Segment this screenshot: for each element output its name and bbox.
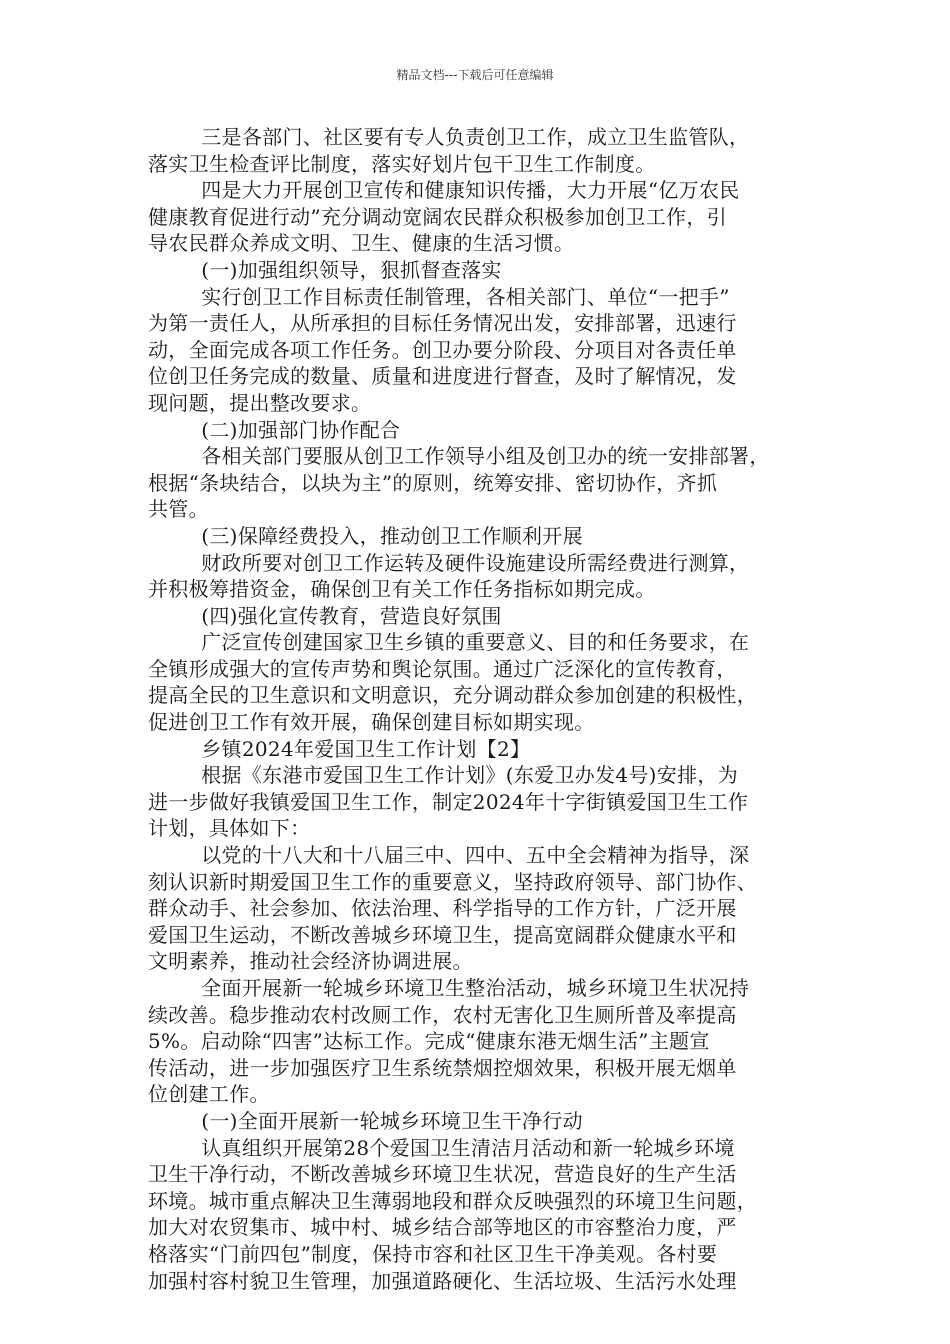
text-line: 刻认识新时期爱国卫生工作的重要意义，坚持政府领导、部门协作、: [148, 869, 757, 894]
text-line: 各相关部门要服从创卫工作领导小组及创卫办的统一安排部署，: [148, 444, 770, 469]
text-line: 动，全面完成各项工作任务。创卫办要分阶段、分项目对各责任单: [148, 337, 737, 362]
text-line: 提高全民的卫生意识和文明意识，充分调动群众参加创建的积极性，: [148, 683, 757, 708]
text-line: 全面开展新一轮城乡环境卫生整治活动，城乡环境卫生状况持: [148, 976, 750, 1000]
text-line: 计划，具体如下：: [148, 816, 311, 841]
text-line: 广泛宣传创建国家卫生乡镇的重要意义、目的和任务要求，在: [148, 630, 750, 655]
text-line: 现问题，提出整改要求。: [148, 390, 372, 415]
text-line: 以党的十八大和十八届三中、四中、五中全会精神为指导，深: [148, 843, 750, 868]
text-line: 根据“条块结合，以块为主”的原则，统筹安排、密切协作，齐抓: [148, 470, 718, 495]
text-line: 落实卫生检查评比制度，落实好划片包干卫生工作制度。: [148, 151, 656, 176]
text-line: 卫生干净行动，不断改善城乡环境卫生状况，营造良好的生产生活: [148, 1162, 737, 1187]
text-line: 格落实“门前四包”制度，保持市容和社区卫生干净美观。各村要: [148, 1241, 718, 1266]
text-line: 位创卫任务完成的数量、质量和进度进行督查，及时了解情况，发: [148, 364, 737, 389]
text-line: 促进创卫工作有效开展，确保创建目标如期实现。: [148, 710, 595, 735]
text-line: 文明素养，推动社会经济协调进展。: [148, 949, 473, 974]
text-line: 健康教育促进行动”充分调动宽阔农民群众积极参加创卫工作，引: [148, 204, 727, 229]
text-line: 5%。启动除“四害”达标工作。完成“健康东港无烟生活”主题宣: [148, 1029, 710, 1054]
text-line: (一)加强组织领导，狠抓督查落实: [148, 257, 502, 282]
text-line: 加大对农贸集市、城中村、城乡结合部等地区的市容整治力度，严: [148, 1215, 737, 1240]
text-line: 加强村容村貌卫生管理，加强道路硬化、生活垃圾、生活污水处理: [148, 1268, 737, 1293]
text-line: 环境。城市重点解决卫生薄弱地段和群众反映强烈的环境卫生问题，: [148, 1188, 757, 1213]
text-line: 三是各部门、社区要有专人负责创卫工作，成立卫生监管队，: [148, 125, 750, 149]
text-line: (四)强化宣传教育，营造良好氛围: [148, 603, 502, 628]
text-line: 爱国卫生运动，不断改善城乡环境卫生，提高宽阔群众健康水平和: [148, 922, 737, 947]
document-body: [148, 124, 813, 1294]
text-line: 为第一责任人，从所承担的目标任务情况出发，安排部署，迅速行: [148, 311, 737, 336]
text-line: 财政所要对创卫工作运转及硬件设施建设所需经费进行测算，: [148, 550, 750, 575]
text-line: (一)全面开展新一轮城乡环境卫生干净行动: [148, 1108, 583, 1133]
text-line: (三)保障经费投入，推动创卫工作顺利开展: [148, 523, 583, 548]
page-header: 精品文档---下载后可任意编辑: [396, 68, 554, 82]
text-line: 群众动手、社会参加、依法治理、科学指导的工作方针，广泛开展: [148, 896, 737, 921]
text-line: 全镇形成强大的宣传声势和舆论氛围。通过广泛深化的宣传教育，: [148, 656, 737, 681]
text-line: 传活动，进一步加强医疗卫生系统禁烟控烟效果，积极开展无烟单: [148, 1055, 737, 1080]
text-line: 乡镇2024年爱国卫生工作计划【2】: [148, 736, 531, 761]
text-line: (二)加强部门协作配合: [148, 417, 401, 442]
text-line: 认真组织开展第28个爱国卫生清洁月活动和新一轮城乡环境: [148, 1135, 735, 1160]
text-line: 导农民群众养成文明、卫生、健康的生活习惯。: [148, 231, 575, 256]
text-line: 根据《东港市爱国卫生工作计划》(东爱卫办发4号)安排，为: [148, 763, 738, 788]
text-line: 并积极筹措资金，确保创卫有关工作任务指标如期完成。: [148, 577, 656, 602]
text-line: 位创建工作。: [148, 1082, 270, 1107]
text-line: 进一步做好我镇爱国卫生工作，制定2024年十字街镇爱国卫生工作: [148, 789, 749, 814]
text-line: 四是大力开展创卫宣传和健康知识传播，大力开展“亿万农民: [148, 178, 740, 203]
text-line: 实行创卫工作目标责任制管理，各相关部门、单位“一把手”: [148, 284, 730, 309]
text-line: 续改善。稳步推动农村改厕工作，农村无害化卫生厕所普及率提高: [148, 1002, 737, 1027]
text-line: 共管。: [148, 497, 209, 522]
